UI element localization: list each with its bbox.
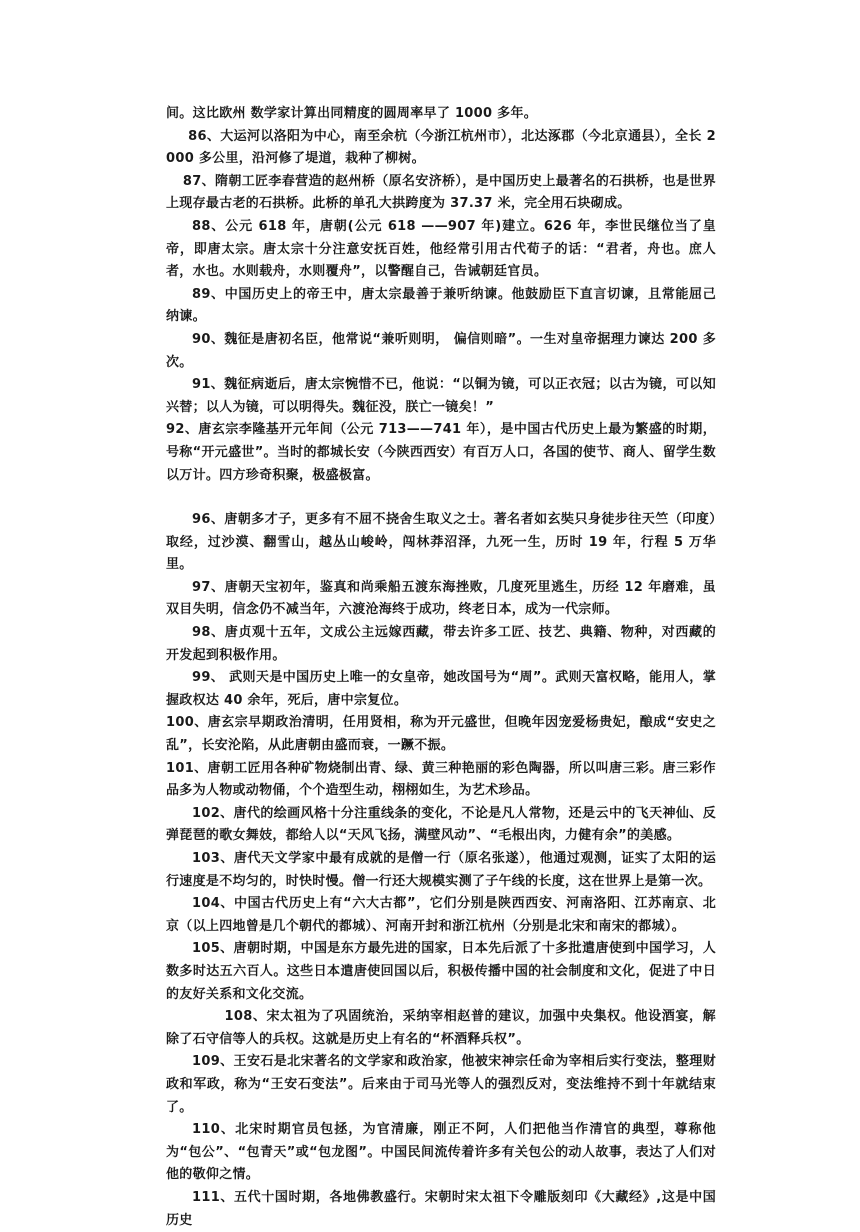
paragraph: 96、唐朝多才子，更多有不屈不挠舍生取义之士。著名者如玄奘只身徒步往天竺（印度）取经，过沙漠、翻雪山，越丛山峻岭，闯林莽沼泽，九死一生，历时 19 年，行程 5 万华里。 — [166, 512, 716, 573]
paragraph: 间。这比欧州 数学家计算出同精度的圆周率早了 1000 多年。 — [166, 106, 538, 121]
paragraph: 101、唐朝工匠用各种矿物烧制出青、绿、黄三种艳丽的彩色陶器，所以叫唐三彩。唐三彩作品多为人物或动物俑，个个造型生动，栩栩如生，为艺术珍品。 — [166, 760, 716, 799]
paragraph: 105、唐朝时期，中国是东方最先进的国家，日本先后派了十多批遣唐使到中国学习，人数多时达五六百人。这些日本遣唐使回国以后，积极传播中国的社会制度和文化，促进了中日的友好关系和文化交流。 — [166, 941, 716, 1002]
paragraph: 104、中国古代历史上有“六大古都”，它们分别是陕西西安、河南洛阳、江苏南京、北京（以上四地曾是几个朝代的都城）、河南开封和浙江杭州（分别是北宋和南宋的都城）。 — [166, 896, 716, 934]
paragraph: 98、唐贞观十五年，文成公主远嫁西藏，带去许多工匠、技艺、典籍、物种，对西藏的开发起到积极作用。 — [166, 625, 716, 663]
paragraph: 111、五代十国时期，各地佛教盛行。宋朝时宋太祖下令雕版刻印《大藏经》,这是中国历史 — [166, 1189, 716, 1228]
paragraph: 97、唐朝天宝初年，鉴真和尚乘船五渡东海挫败，几度死里逃生，历经 12 年磨难，虽双目失明，信念仍不减当年，六渡沧海终于成功，终老日本，成为一代宗师。 — [166, 579, 716, 618]
paragraph: 90、魏征是唐初名臣，他常说“兼听则明， 偏信则暗”。一生对皇帝据理力谏达 200 多次。 — [166, 331, 716, 370]
paragraph: 108、宋太祖为了巩固统治，采纳宰相赵普的建议，加强中央集权。他设酒宴，解除了石守信等人的兵权。这就是历史上有名的“杯酒释兵权”。 — [166, 1009, 716, 1047]
paragraph: 100、唐玄宗早期政治清明，任用贤相，称为开元盛世，但晚年因宠爱杨贵妃，酿成“安史之乱”，长安沦陷，从此唐朝由盛而衰，一蹶不振。 — [166, 715, 716, 754]
blank-line — [166, 487, 716, 509]
paragraph: 103、唐代天文学家中最有成就的是僧一行（原名张遂），他通过观测，证实了太阳的运行速度是不均匀的，时快时慢。僧一行还大规模实测了子午线的长度，这在世界上是第一次。 — [166, 851, 716, 889]
paragraph: 92、唐玄宗李隆基开元年间（公元 713——741 年），是中国古代历史上最为繁盛的时期，号称“开元盛世”。当时的都城长安（今陕西西安）有百万人口，各国的使节、商人、留学生数以万计。四方珍奇积聚，极盛极富。 — [166, 422, 716, 483]
paragraph: 110、北宋时期官员包拯，为官清廉，刚正不阿，人们把他当作清官的典型，尊称他为“包公”、“包青天”或“包龙图”。中国民间流传着许多有关包公的动人故事，表达了人们对他的敬仰之情。 — [166, 1122, 716, 1183]
paragraph: 89、中国历史上的帝王中，唐太宗最善于兼听纳谏。他鼓励臣下直言切谏，且常能屈己纳谏。 — [166, 286, 716, 325]
paragraph: 91、魏征病逝后，唐太宗惋惜不已，他说：“以铜为镜，可以正衣冠；以古为镜，可以知兴替；以人为镜，可以明得失。魏征没，朕亡一镜矣！” — [166, 377, 716, 415]
paragraph: 86、大运河以洛阳为中心，南至余杭（今浙江杭州市），北达涿郡（今北京通县），全长 2000 多公里，沿河修了堤道，栽种了柳树。 — [166, 128, 716, 167]
paragraph: 102、唐代的绘画风格十分注重线条的变化，不论是凡人常物，还是云中的飞天神仙、反弹琵琶的歌女舞妓，都给人以“天风飞扬，满壁风动”、“毛根出肉，力健有余”的美感。 — [166, 805, 716, 844]
paragraph: 109、王安石是北宋著名的文学家和政治家，他被宋神宗任命为宰相后实行变法，整理财政和军政，称为“王安石变法”。后来由于司马光等人的强烈反对，变法维持不到十年就结束了。 — [166, 1054, 716, 1115]
paragraph: 88、公元 618 年，唐朝(公元 618 ——907 年)建立。626 年，李世民继位当了皇帝，即唐太宗。唐太宗十分注意安抚百姓，他经常引用古代荀子的话：“君者，舟也。庶人者，水也。水则载舟，水则覆舟”，以警醒自己，告诫朝廷官员。 — [166, 218, 716, 280]
paragraph: 87、隋朝工匠李春营造的赵州桥（原名安济桥），是中国历史上最著名的石拱桥，也是世界上现存最古老的石拱桥。此桥的单孔大拱跨度为 37.37 米，完全用石块砌成。 — [166, 173, 716, 212]
document-page — [166, 103, 716, 1232]
paragraph: 99、 武则天是中国历史上唯一的女皇帝，她改国号为“周”。武则天富权略，能用人，掌握政权达 40 余年，死后，唐中宗复位。 — [166, 670, 716, 708]
